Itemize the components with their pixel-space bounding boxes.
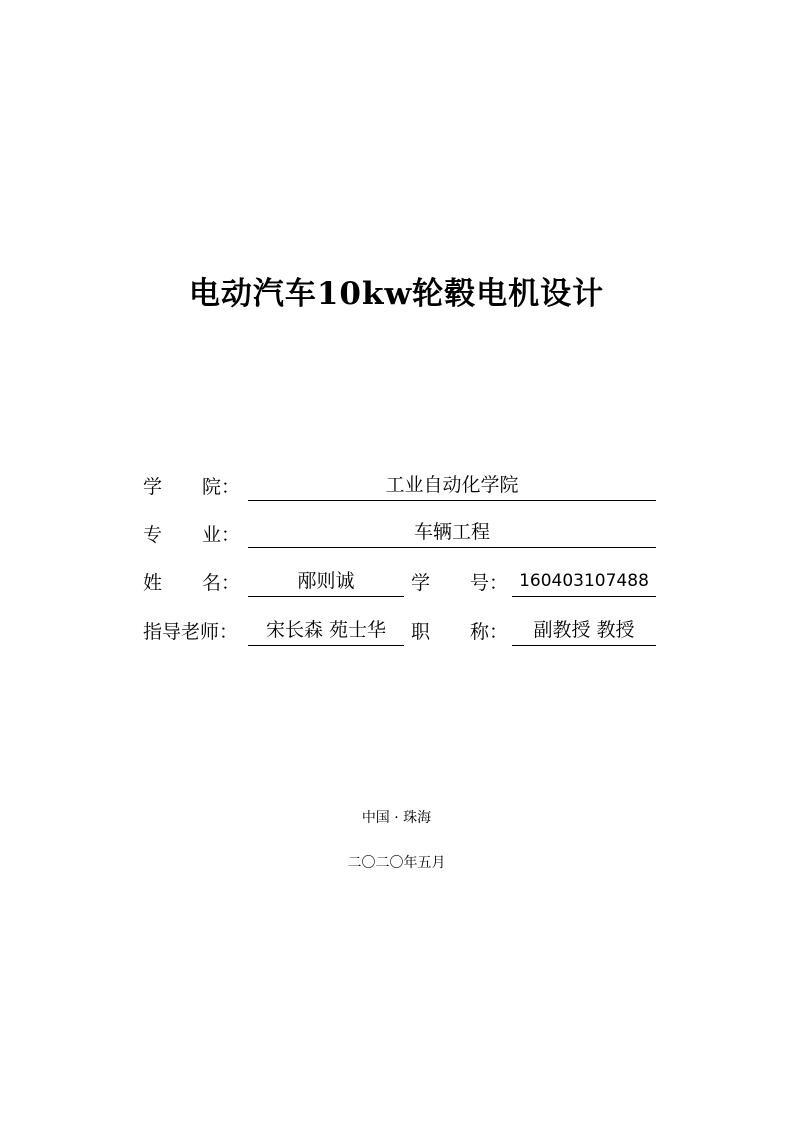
name-label: [143, 570, 240, 596]
advisor-field[interactable]: 宋长森 苑士华: [248, 617, 404, 646]
major-field[interactable]: 车辆工程: [248, 519, 656, 548]
name-field[interactable]: 邴则诚: [248, 568, 404, 597]
position-label: [411, 619, 508, 645]
college-label: [143, 474, 240, 500]
position-label-a: 职: [411, 621, 431, 643]
student-id-label: [411, 570, 508, 596]
college-field[interactable]: 工业自动化学院: [248, 472, 656, 501]
name-label-b: 名：: [202, 572, 241, 594]
location-text: 中国 · 珠海: [361, 810, 432, 826]
advisor-label: 指导老师：: [143, 621, 239, 643]
student-id-label-b: 号：: [470, 572, 509, 594]
student-id-field[interactable]: 160403107488: [512, 568, 656, 597]
major-label-b: 业：: [202, 524, 241, 546]
college-label-a: 学: [143, 476, 163, 498]
name-label-a: 姓: [143, 572, 163, 594]
thesis-title: 电动汽车10kw轮毂电机设计: [188, 276, 605, 312]
major-label-a: 专: [143, 524, 163, 546]
college-label-b: 院：: [202, 476, 241, 498]
major-label: [143, 522, 240, 548]
student-id-label-a: 学: [411, 572, 431, 594]
date-text: 二〇二〇年五月: [347, 855, 446, 871]
position-field[interactable]: 副教授 教授: [512, 617, 656, 646]
position-label-b: 称：: [470, 621, 509, 643]
